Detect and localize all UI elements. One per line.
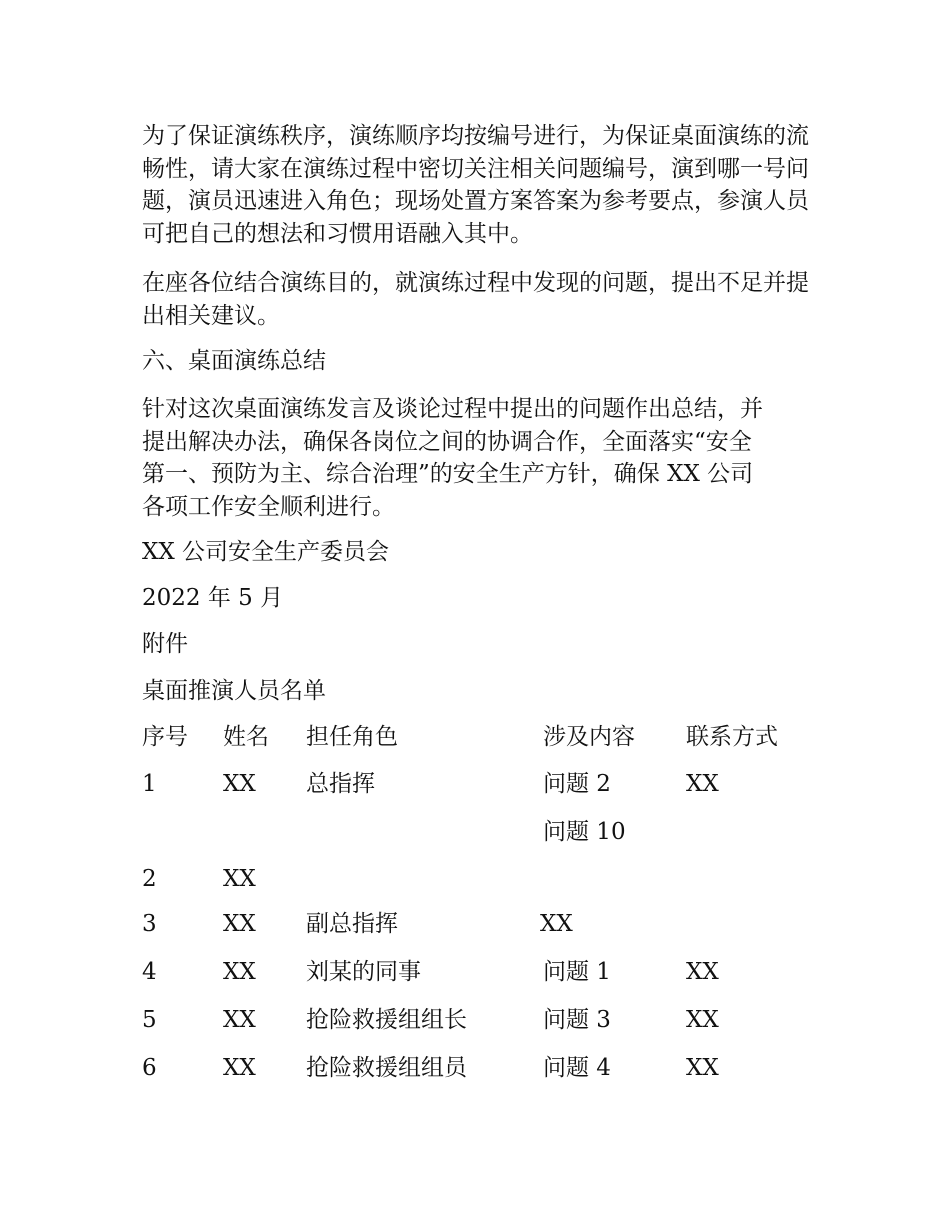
cell-topic: 问题 1 xyxy=(543,959,611,985)
cell-name: XX xyxy=(223,771,256,797)
section-heading-summary: 六、桌面演练总结 xyxy=(142,348,326,374)
cell-topic: 问题 2 xyxy=(543,771,611,797)
attachment-title: 桌面推演人员名单 xyxy=(142,678,326,704)
summary-line: 针对这次桌面演练发言及谈论过程中提出的问题作出总结，并 xyxy=(142,396,763,422)
cell-role: 抢险救援组组长 xyxy=(306,1007,467,1033)
cell-role: 抢险救援组组员 xyxy=(306,1055,467,1081)
cell-role: 总指挥 xyxy=(306,771,375,797)
table-header-contact: 联系方式 xyxy=(686,724,778,750)
cell-name: XX xyxy=(223,866,256,892)
cell-name: XX xyxy=(223,1055,256,1081)
cell-role: 刘某的同事 xyxy=(306,959,421,985)
cell-no: 3 xyxy=(142,911,157,937)
cell-topic: 问题 10 xyxy=(543,819,626,845)
attachment-label: 附件 xyxy=(142,631,188,657)
cell-name: XX xyxy=(223,911,256,937)
cell-topic: XX xyxy=(540,911,573,937)
signature-date: 2022 年 5 月 xyxy=(142,585,284,611)
cell-contact: XX xyxy=(686,771,719,797)
cell-no: 5 xyxy=(142,1007,157,1033)
table-header-no: 序号 xyxy=(142,724,188,750)
cell-no: 4 xyxy=(142,959,157,985)
cell-topic: 问题 4 xyxy=(543,1055,611,1081)
cell-contact: XX xyxy=(686,1055,719,1081)
summary-line: 提出解决办法，确保各岗位之间的协调合作，全面落实“安全 xyxy=(142,429,752,455)
paragraph-drill-order: 为了保证演练秩序，演练顺序均按编号进行，为保证桌面演练的流畅性，请大家在演练过程中密切关注相关问题编号，演到哪一号问题，演员迅速进入角色；现场处置方案答案为参考要点，参演人员可把自己的想法和习惯用语融入其中。 xyxy=(142,123,809,247)
cell-topic: 问题 3 xyxy=(543,1007,611,1033)
table-header-role: 担任角色 xyxy=(306,724,398,750)
cell-name: XX xyxy=(223,959,256,985)
cell-no: 2 xyxy=(142,866,157,892)
cell-name: XX xyxy=(223,1007,256,1033)
table-header-name: 姓名 xyxy=(223,724,269,750)
cell-no: 6 xyxy=(142,1055,157,1081)
summary-line: 各项工作安全顺利进行。 xyxy=(142,494,395,520)
cell-no: 1 xyxy=(142,771,157,797)
cell-role: 副总指挥 xyxy=(306,911,398,937)
summary-line: 第一、预防为主、综合治理”的安全生产方针，确保 XX 公司 xyxy=(142,461,754,487)
paragraph-suggestions: 在座各位结合演练目的，就演练过程中发现的问题，提出不足并提出相关建议。 xyxy=(142,270,809,329)
cell-contact: XX xyxy=(686,959,719,985)
table-header-topic: 涉及内容 xyxy=(543,724,635,750)
signature-org: XX 公司安全生产委员会 xyxy=(142,539,390,565)
cell-contact: XX xyxy=(686,1007,719,1033)
